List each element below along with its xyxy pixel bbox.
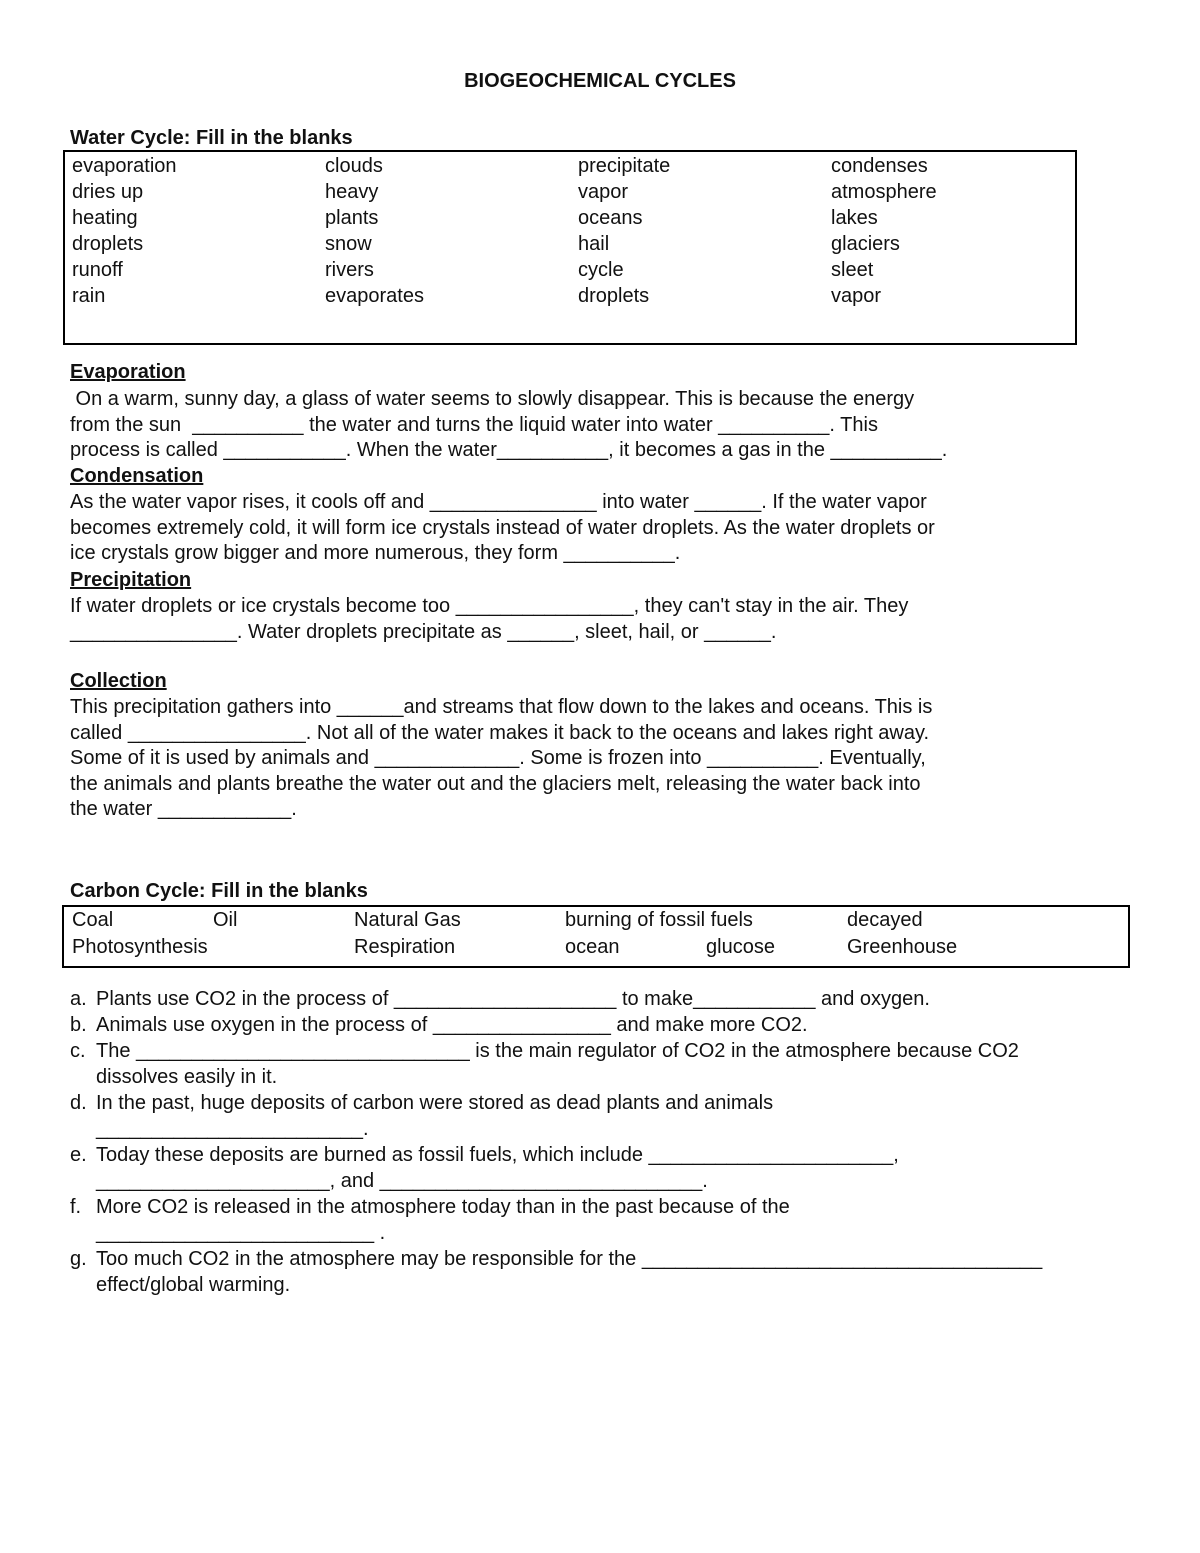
word-bank-cell: evaporation [72,155,177,177]
water-cycle-heading: Water Cycle: Fill in the blanks [70,127,353,149]
word-bank-cell: sleet [831,259,874,281]
word-bank-cell: burning of fossil fuels [565,909,753,931]
question-item [70,1038,1150,1090]
paragraph-line: becomes extremely cold, it will form ice crystals instead of water droplets. As the water droplets or [70,516,935,539]
question-item [70,1246,1150,1298]
collection-heading: Collection [70,670,167,692]
question-letter: b. [70,1014,87,1036]
question-item [70,1090,1150,1142]
paragraph-line: ice crystals grow bigger and more numerous, they form __________. [70,542,681,564]
paragraph-line: If water droplets or ice crystals become too ________________, they can't stay in the air. They [70,595,909,617]
paragraph-line: called ________________. Not all of the water makes it back to the oceans and lakes right away. [70,721,930,744]
word-bank-cell: ocean [565,936,620,958]
word-bank-cell: dries up [72,181,144,203]
word-bank-cell: decayed [847,909,923,931]
carbon-word-bank [62,905,1130,968]
precipitation-paragraph [70,594,1070,645]
question-text-line: ________________________. [96,1118,369,1140]
word-bank-cell: Natural Gas [354,909,461,931]
question-text-line: Plants use CO2 in the process of ____________________ to make___________ and oxygen. [96,988,930,1010]
question-item [70,1194,1150,1246]
question-text-line: In the past, huge deposits of carbon were stored as dead plants and animals [96,1092,774,1114]
water-word-bank [63,150,1077,345]
word-bank-cell: plants [325,207,379,229]
word-bank-cell: glaciers [831,233,900,255]
question-text-line: Today these deposits are burned as fossil fuels, which include ______________________, [96,1144,899,1166]
word-bank-cell: hail [578,233,610,255]
word-bank-cell: lakes [831,207,878,229]
question-item [70,1012,1150,1038]
question-item [70,1142,1150,1194]
paragraph-line: On a warm, sunny day, a glass of water seems to slowly disappear. This is because the energy [70,388,915,410]
question-text-line: _________________________ . [96,1222,386,1244]
word-bank-cell: rivers [325,259,374,281]
word-bank-cell: condenses [831,155,928,177]
word-bank-cell: clouds [325,155,383,177]
question-letter: f. [70,1196,82,1218]
evaporation-heading: Evaporation [70,361,186,383]
paragraph-line: the animals and plants breathe the water out and the glaciers melt, releasing the water back into [70,772,921,795]
condensation-paragraph [70,490,1070,567]
word-bank-cell: glucose [706,936,775,958]
word-bank-cell: snow [325,233,372,255]
paragraph-line: As the water vapor rises, it cools off and _______________ into water ______. If the water vapor [70,491,927,513]
word-bank-cell [213,934,354,961]
paragraph-line: This precipitation gathers into ______and streams that flow down to the lakes and oceans. This is [70,696,933,718]
paragraph-line: _______________. Water droplets precipitate as ______, sleet, hail, or ______. [70,620,777,643]
question-letter: e. [70,1144,87,1166]
carbon-word-grid [72,907,1128,961]
question-letter: g. [70,1248,87,1270]
question-letter: c. [70,1040,86,1062]
word-bank-cell: rain [72,285,106,307]
question-text-line: The ______________________________ is the main regulator of CO2 in the atmosphere because CO2 [96,1040,1019,1062]
question-text-line: dissolves easily in it. [96,1066,278,1088]
word-bank-cell: runoff [72,259,123,281]
word-bank-cell: evaporates [325,285,424,307]
carbon-cycle-heading: Carbon Cycle: Fill in the blanks [70,880,368,902]
word-bank-cell: Photosynthesis [72,936,208,958]
page-title: BIOGEOCHEMICAL CYCLES [464,70,736,92]
word-bank-cell: heating [72,207,138,229]
precipitation-heading: Precipitation [70,569,192,591]
word-bank-cell: atmosphere [831,181,937,203]
word-bank-cell: droplets [72,233,144,255]
paragraph-line: Some of it is used by animals and _____________. Some is frozen into __________. Eventually, [70,747,926,769]
word-bank-cell: cycle [578,259,624,281]
question-item [70,986,1150,1012]
question-text-line: Too much CO2 in the atmosphere may be responsible for the ____________________________________ [96,1248,1043,1270]
question-letter: d. [70,1092,87,1114]
water-word-grid [72,153,1075,309]
word-bank-cell: Coal [72,909,114,931]
word-bank-cell: Oil [213,909,238,931]
condensation-heading: Condensation [70,465,204,487]
paragraph-line: from the sun __________ the water and turns the liquid water into water __________. This [70,413,878,436]
word-bank-cell: Greenhouse [847,936,958,958]
collection-paragraph [70,695,1070,823]
carbon-questions [70,986,1150,1298]
question-text-line: _____________________, and _____________________________. [96,1170,708,1192]
paragraph-line: the water ____________. [70,798,297,820]
question-text-line: effect/global warming. [96,1274,291,1296]
word-bank-cell: precipitate [578,155,671,177]
paragraph-line: process is called ___________. When the water__________, it becomes a gas in the __________. [70,439,948,461]
word-bank-cell: vapor [831,285,882,307]
word-bank-cell: heavy [325,181,379,203]
word-bank-cell: Respiration [354,936,456,958]
question-letter: a. [70,988,87,1010]
evaporation-paragraph [70,387,1070,464]
question-text-line: Animals use oxygen in the process of ________________ and make more CO2. [96,1014,808,1036]
word-bank-cell: oceans [578,207,643,229]
word-bank-cell [706,907,847,934]
question-text-line: More CO2 is released in the atmosphere today than in the past because of the [96,1196,790,1218]
word-bank-cell: vapor [578,181,629,203]
word-bank-cell: droplets [578,285,650,307]
